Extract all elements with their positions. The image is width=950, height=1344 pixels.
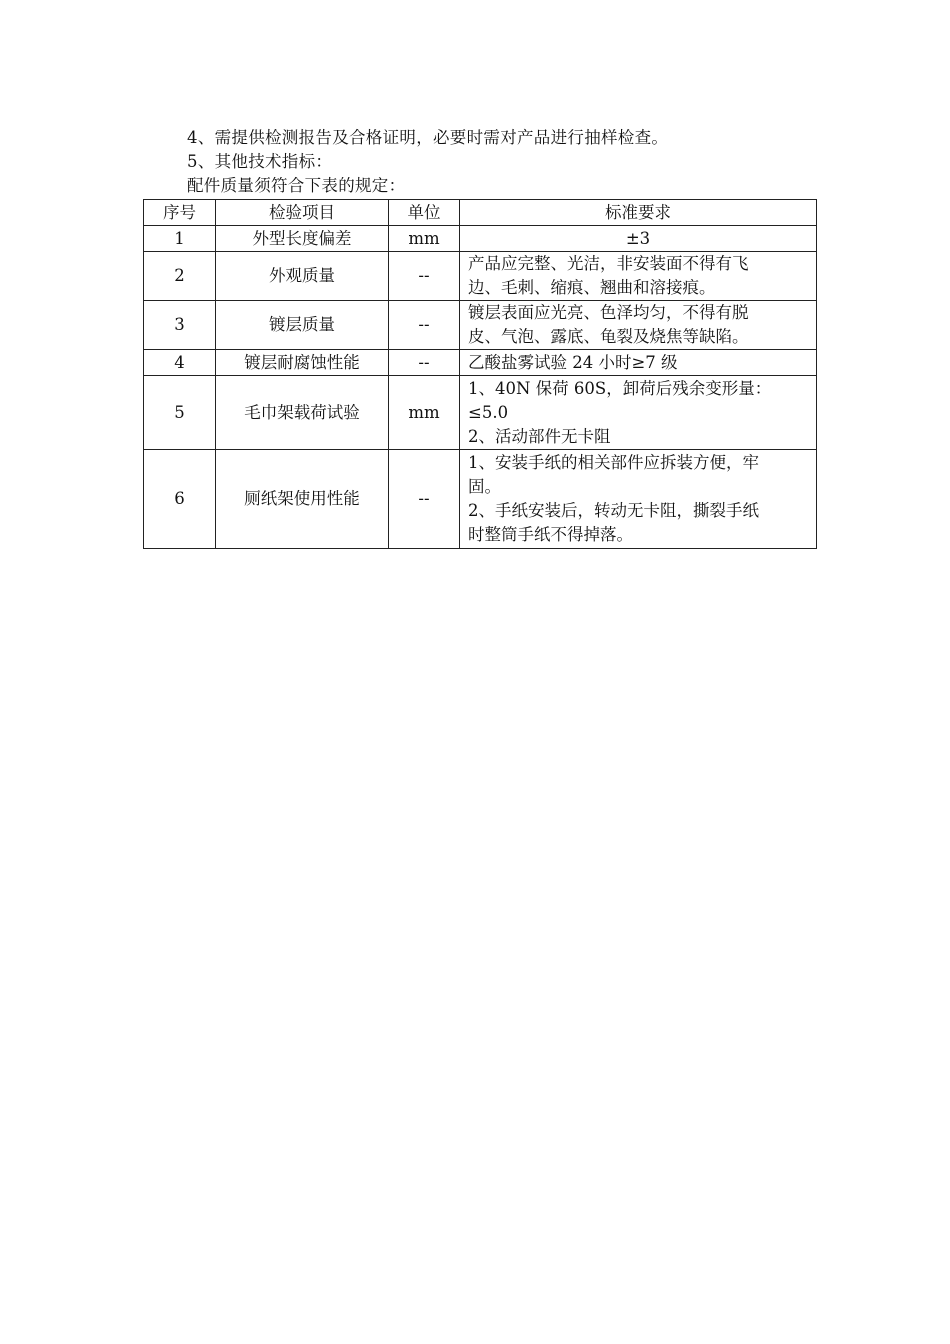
row-item: 镀层耐腐蚀性能	[216, 350, 389, 376]
requirement-line: 皮、气泡、露底、龟裂及烧焦等缺陷。	[468, 327, 749, 346]
table-header-row	[144, 200, 817, 226]
row-requirement	[460, 252, 817, 301]
row-number: 6	[144, 450, 216, 549]
row-requirement	[460, 350, 817, 376]
row-unit: mm	[389, 376, 460, 450]
row-unit: --	[389, 252, 460, 301]
table-row	[144, 376, 817, 450]
header-unit: 单位	[389, 200, 460, 226]
accessory-quality-table	[143, 199, 817, 549]
row-unit: --	[389, 301, 460, 350]
requirement-line: 时整筒手纸不得掉落。	[468, 525, 633, 544]
requirement-line: 1、安装手纸的相关部件应拆装方便，牢	[468, 453, 759, 472]
row-number: 1	[144, 226, 216, 252]
requirement-line: 镀层表面应光亮、色泽均匀，不得有脱	[468, 303, 749, 322]
requirement-line: ±3	[625, 228, 651, 248]
requirement-line: 产品应完整、光洁，非安装面不得有飞	[468, 254, 749, 273]
row-item: 毛巾架载荷试验	[216, 376, 389, 450]
row-unit: --	[389, 350, 460, 376]
row-number: 4	[144, 350, 216, 376]
requirement-line: 2、活动部件无卡阻	[468, 426, 611, 446]
row-unit: mm	[389, 226, 460, 252]
row-item: 外型长度偏差	[216, 226, 389, 252]
table-row	[144, 252, 817, 301]
row-requirement	[460, 450, 817, 549]
requirement-paragraph-5: 5、其他技术指标：	[187, 152, 333, 171]
requirement-line: 2、手纸安装后，转动无卡阻，撕裂手纸	[468, 501, 759, 520]
row-item: 镀层质量	[216, 301, 389, 350]
row-item: 外观质量	[216, 252, 389, 301]
table-row	[144, 226, 817, 252]
requirement-line: 乙酸盐雾试验 24 小时≥7 级	[468, 352, 678, 372]
header-number: 序号	[144, 200, 216, 226]
row-number: 2	[144, 252, 216, 301]
header-inspection-item: 检验项目	[216, 200, 389, 226]
requirement-line: 边、毛刺、缩痕、翘曲和溶接痕。	[468, 278, 716, 297]
row-item: 厕纸架使用性能	[216, 450, 389, 549]
row-number: 3	[144, 301, 216, 350]
header-standard-requirement: 标准要求	[460, 200, 817, 226]
requirement-line: ≤5.0	[468, 402, 509, 422]
row-requirement	[460, 226, 817, 252]
row-number: 5	[144, 376, 216, 450]
row-unit: --	[389, 450, 460, 549]
table-intro-paragraph: 配件质量须符合下表的规定：	[187, 176, 406, 195]
row-requirement	[460, 376, 817, 450]
table-row	[144, 301, 817, 350]
table-row	[144, 350, 817, 376]
requirement-line: 固。	[468, 477, 501, 496]
row-requirement	[460, 301, 817, 350]
requirement-paragraph-4: 4、需提供检测报告及合格证明，必要时需对产品进行抽样检查。	[187, 128, 669, 147]
requirement-line: 1、40N 保荷 60S，卸荷后残余变形量：	[468, 378, 772, 398]
table-row	[144, 450, 817, 549]
